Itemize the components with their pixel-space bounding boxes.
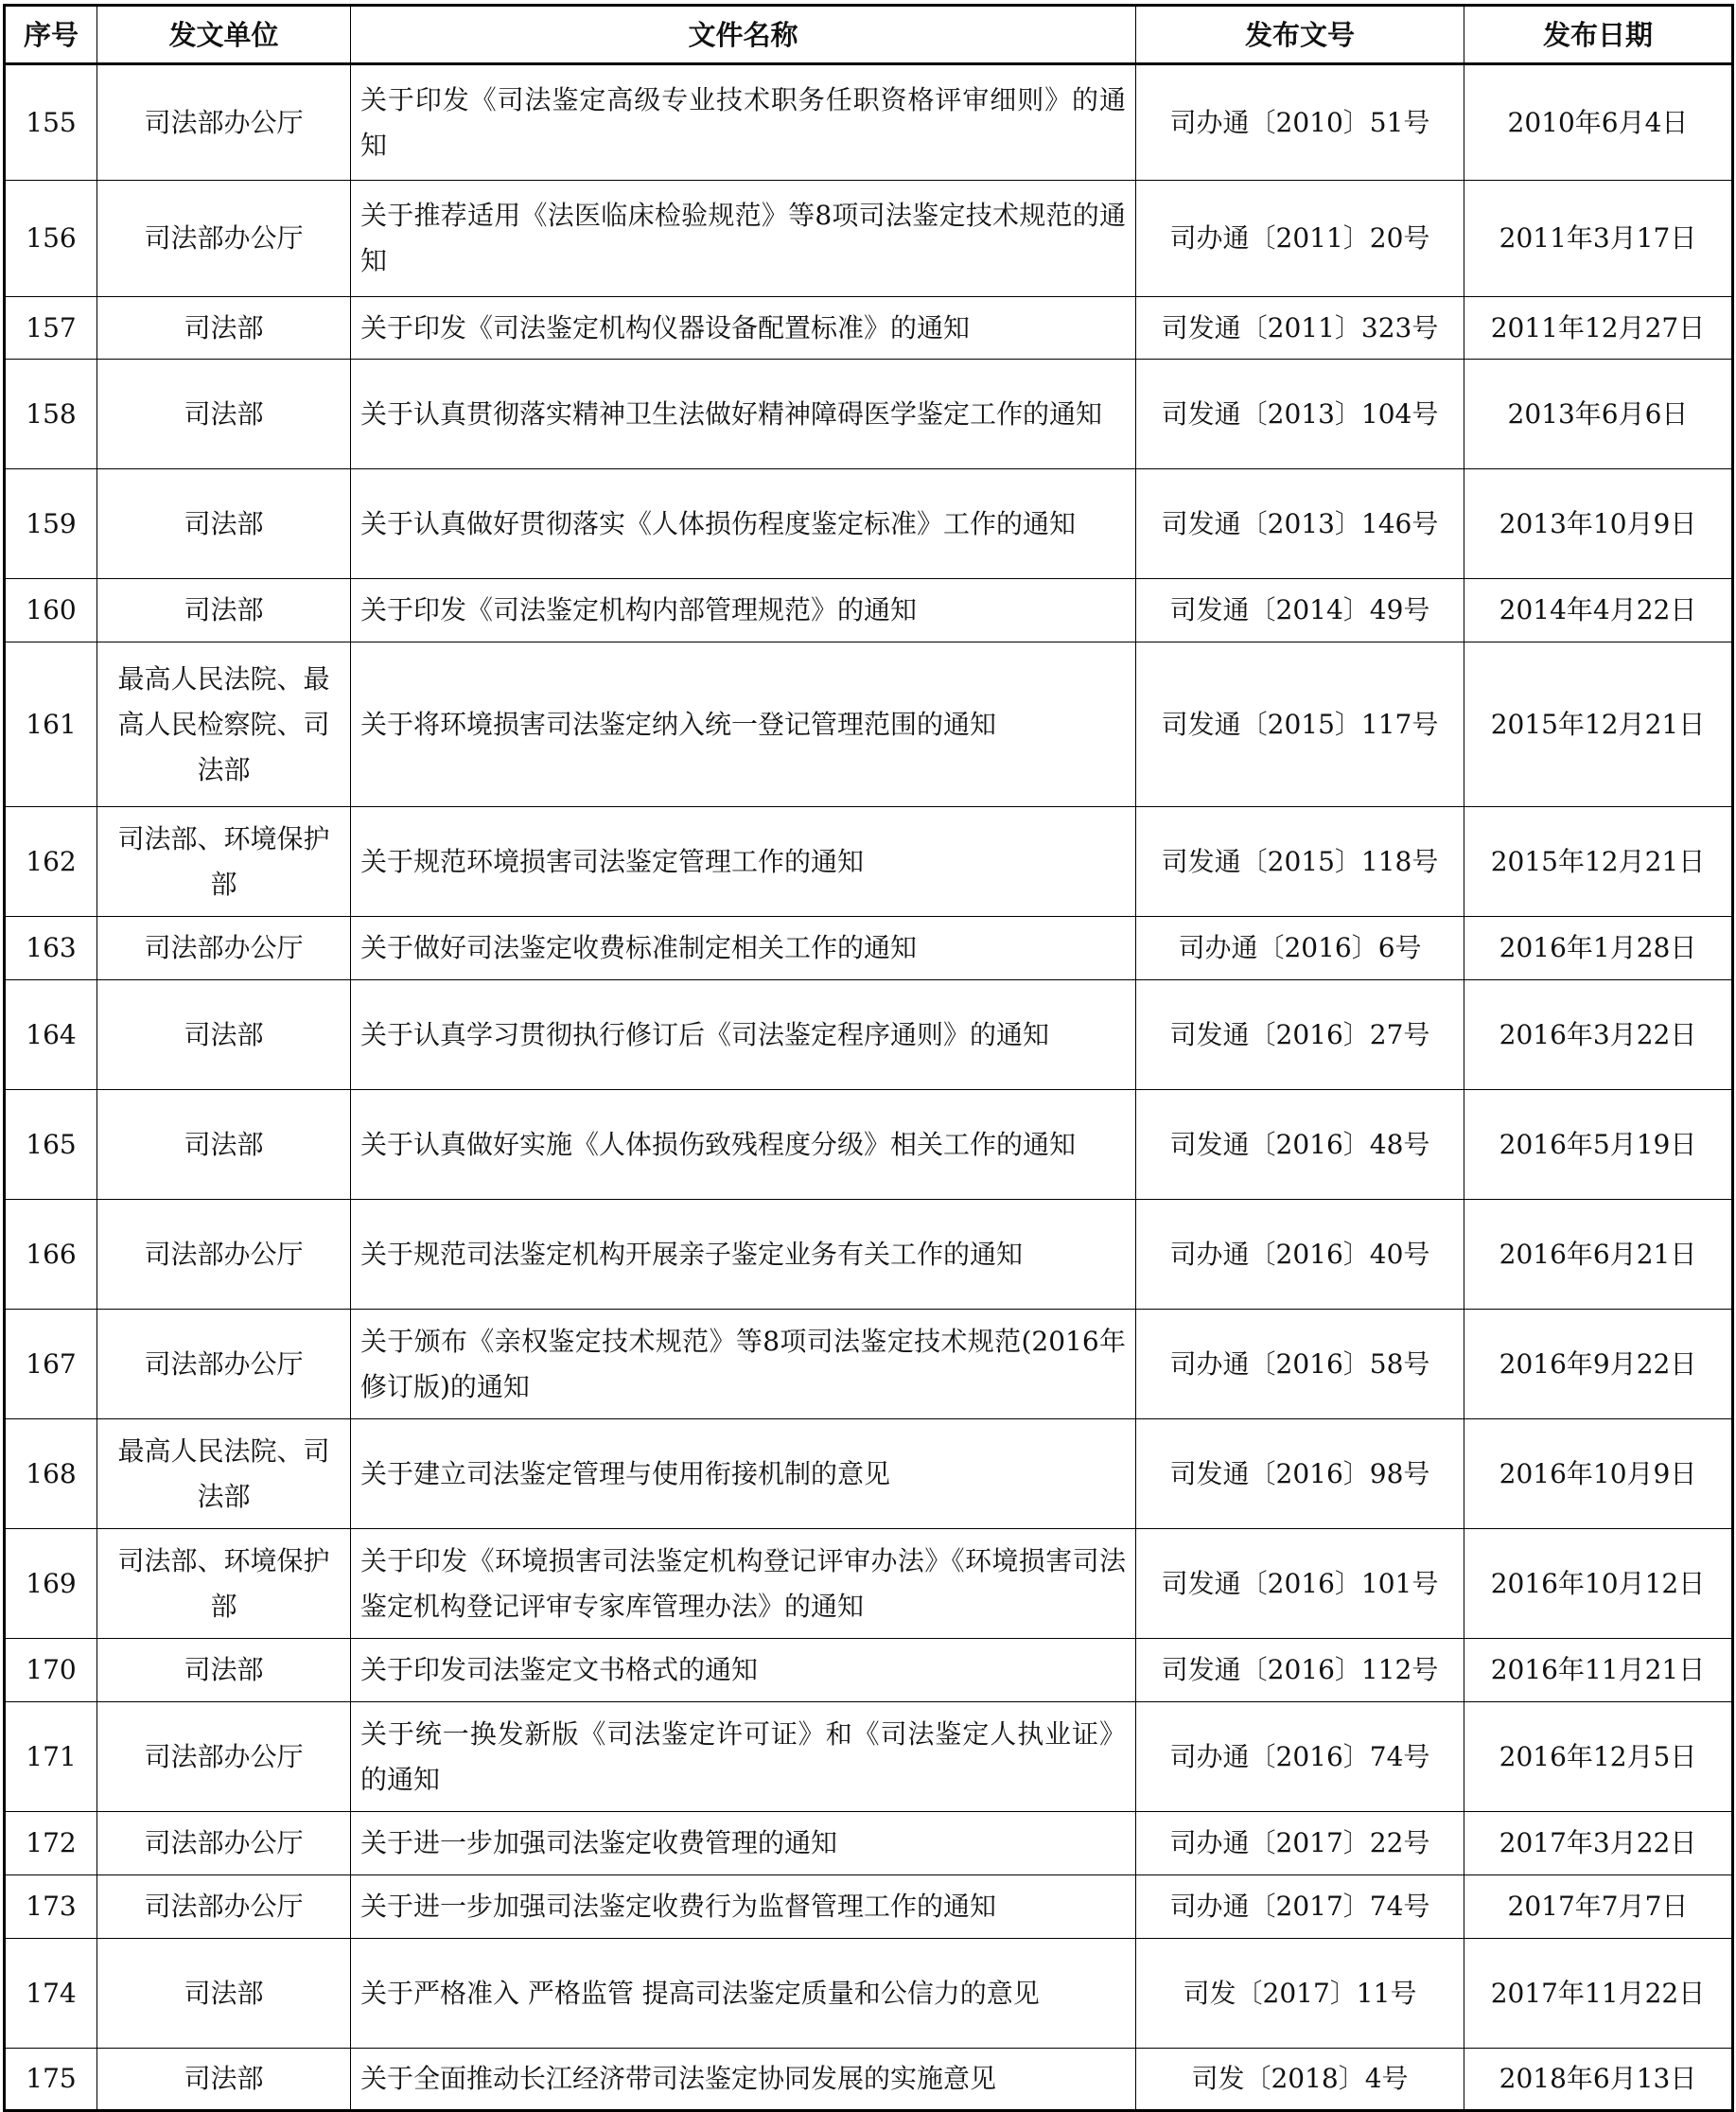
row-date: 2016年11月21日 bbox=[1464, 1639, 1733, 1702]
row-no: 172 bbox=[5, 1812, 97, 1875]
row-title bbox=[351, 1200, 1136, 1310]
row-title bbox=[351, 579, 1136, 642]
row-title bbox=[351, 360, 1136, 469]
row-issuer: 司法部办公厅 bbox=[97, 1702, 351, 1812]
row-no: 156 bbox=[5, 181, 97, 297]
row-doc-no: 司办通〔2016〕58号 bbox=[1136, 1310, 1464, 1419]
row-no: 167 bbox=[5, 1310, 97, 1419]
row-title bbox=[351, 1310, 1136, 1419]
row-date: 2016年3月22日 bbox=[1464, 980, 1733, 1090]
row-doc-no: 司发通〔2016〕48号 bbox=[1136, 1090, 1464, 1200]
row-title-text: 关于认真学习贯彻执行修订后《司法鉴定程序通则》的通知 bbox=[360, 1018, 1050, 1050]
header-no: 序号 bbox=[5, 6, 97, 64]
table-row bbox=[5, 1419, 1733, 1529]
row-title-text: 关于严格准入 严格监管 提高司法鉴定质量和公信力的意见 bbox=[360, 1977, 1040, 2009]
row-title-text: 关于统一换发新版《司法鉴定许可证》和《司法鉴定人执业证》的通知 bbox=[360, 1717, 1126, 1795]
row-date: 2015年12月21日 bbox=[1464, 642, 1733, 807]
row-no: 175 bbox=[5, 2049, 97, 2111]
row-no: 163 bbox=[5, 917, 97, 980]
header-date: 发布日期 bbox=[1464, 6, 1733, 64]
table-row bbox=[5, 1529, 1733, 1639]
row-no: 173 bbox=[5, 1875, 97, 1939]
row-no: 169 bbox=[5, 1529, 97, 1639]
row-no: 158 bbox=[5, 360, 97, 469]
row-doc-no: 司发通〔2015〕118号 bbox=[1136, 807, 1464, 917]
row-doc-no: 司发通〔2016〕101号 bbox=[1136, 1529, 1464, 1639]
row-date: 2011年12月27日 bbox=[1464, 297, 1733, 360]
row-title bbox=[351, 2049, 1136, 2111]
row-no: 161 bbox=[5, 642, 97, 807]
row-issuer: 司法部 bbox=[97, 469, 351, 579]
row-title bbox=[351, 1702, 1136, 1812]
row-issuer: 司法部办公厅 bbox=[97, 181, 351, 297]
row-issuer: 司法部办公厅 bbox=[97, 1200, 351, 1310]
row-title bbox=[351, 917, 1136, 980]
row-issuer: 司法部、环境保护部 bbox=[97, 807, 351, 917]
row-issuer: 最高人民法院、司法部 bbox=[97, 1419, 351, 1529]
row-title bbox=[351, 1639, 1136, 1702]
table-row bbox=[5, 1812, 1733, 1875]
table-row bbox=[5, 1875, 1733, 1939]
row-title-text: 关于印发司法鉴定文书格式的通知 bbox=[360, 1654, 759, 1685]
row-no: 174 bbox=[5, 1939, 97, 2049]
row-title-text: 关于印发《司法鉴定机构仪器设备配置标准》的通知 bbox=[360, 311, 971, 343]
row-title bbox=[351, 1875, 1136, 1939]
table-row bbox=[5, 980, 1733, 1090]
row-date: 2016年6月21日 bbox=[1464, 1200, 1733, 1310]
table-row bbox=[5, 297, 1733, 360]
row-title-text: 关于做好司法鉴定收费标准制定相关工作的通知 bbox=[360, 932, 918, 963]
row-no: 166 bbox=[5, 1200, 97, 1310]
row-doc-no: 司办通〔2016〕40号 bbox=[1136, 1200, 1464, 1310]
row-title-text: 关于建立司法鉴定管理与使用衔接机制的意见 bbox=[360, 1457, 891, 1489]
row-title-text: 关于规范环境损害司法鉴定管理工作的通知 bbox=[360, 845, 865, 877]
row-doc-no: 司办通〔2017〕22号 bbox=[1136, 1812, 1464, 1875]
row-title-text: 关于进一步加强司法鉴定收费管理的通知 bbox=[360, 1827, 838, 1858]
row-title bbox=[351, 807, 1136, 917]
row-title bbox=[351, 1090, 1136, 1200]
row-date: 2016年10月12日 bbox=[1464, 1529, 1733, 1639]
row-no: 162 bbox=[5, 807, 97, 917]
table-row bbox=[5, 807, 1733, 917]
table-row bbox=[5, 1200, 1733, 1310]
row-doc-no: 司办通〔2016〕74号 bbox=[1136, 1702, 1464, 1812]
row-title-text: 关于推荐适用《法医临床检验规范》等8项司法鉴定技术规范的通知 bbox=[360, 200, 1126, 276]
table-row bbox=[5, 1090, 1733, 1200]
row-date: 2016年9月22日 bbox=[1464, 1310, 1733, 1419]
row-no: 159 bbox=[5, 469, 97, 579]
row-title-text: 关于认真做好实施《人体损伤致残程度分级》相关工作的通知 bbox=[360, 1128, 1077, 1160]
row-title-text: 关于颁布《亲权鉴定技术规范》等8项司法鉴定技术规范(2016年修订版)的通知 bbox=[360, 1325, 1126, 1402]
header-row bbox=[5, 6, 1733, 64]
row-title bbox=[351, 980, 1136, 1090]
row-issuer: 司法部 bbox=[97, 1639, 351, 1702]
row-no: 165 bbox=[5, 1090, 97, 1200]
row-issuer: 司法部办公厅 bbox=[97, 64, 351, 181]
table-row bbox=[5, 1639, 1733, 1702]
row-no: 157 bbox=[5, 297, 97, 360]
row-date: 2016年5月19日 bbox=[1464, 1090, 1733, 1200]
row-no: 168 bbox=[5, 1419, 97, 1529]
row-doc-no: 司办通〔2016〕6号 bbox=[1136, 917, 1464, 980]
row-title bbox=[351, 1419, 1136, 1529]
row-date: 2016年12月5日 bbox=[1464, 1702, 1733, 1812]
row-no: 160 bbox=[5, 579, 97, 642]
row-title bbox=[351, 469, 1136, 579]
row-doc-no: 司办通〔2011〕20号 bbox=[1136, 181, 1464, 297]
row-doc-no: 司发通〔2016〕98号 bbox=[1136, 1419, 1464, 1529]
regulation-table bbox=[3, 4, 1734, 2112]
row-date: 2011年3月17日 bbox=[1464, 181, 1733, 297]
row-doc-no: 司发通〔2011〕323号 bbox=[1136, 297, 1464, 360]
table-row bbox=[5, 917, 1733, 980]
table-row bbox=[5, 469, 1733, 579]
row-date: 2016年1月28日 bbox=[1464, 917, 1733, 980]
row-doc-no: 司发通〔2016〕112号 bbox=[1136, 1639, 1464, 1702]
row-doc-no: 司发〔2017〕11号 bbox=[1136, 1939, 1464, 2049]
row-issuer: 司法部办公厅 bbox=[97, 1875, 351, 1939]
row-title-text: 关于印发《环境损害司法鉴定机构登记评审办法》《环境损害司法鉴定机构登记评审专家库管理办法》的通知 bbox=[360, 1544, 1126, 1622]
row-title-text: 关于认真贯彻落实精神卫生法做好精神障碍医学鉴定工作的通知 bbox=[360, 397, 1103, 430]
table-row bbox=[5, 1702, 1733, 1812]
row-doc-no: 司发通〔2013〕104号 bbox=[1136, 360, 1464, 469]
row-issuer: 司法部 bbox=[97, 980, 351, 1090]
row-no: 171 bbox=[5, 1702, 97, 1812]
table-row bbox=[5, 360, 1733, 469]
row-date: 2016年10月9日 bbox=[1464, 1419, 1733, 1529]
row-issuer: 司法部、环境保护部 bbox=[97, 1529, 351, 1639]
row-title-text: 关于全面推动长江经济带司法鉴定协同发展的实施意见 bbox=[360, 2063, 997, 2094]
table-row bbox=[5, 642, 1733, 807]
row-title bbox=[351, 642, 1136, 807]
row-title bbox=[351, 1529, 1136, 1639]
row-doc-no: 司发〔2018〕4号 bbox=[1136, 2049, 1464, 2111]
row-issuer: 司法部 bbox=[97, 579, 351, 642]
row-title-text: 关于将环境损害司法鉴定纳入统一登记管理范围的通知 bbox=[360, 708, 997, 740]
row-date: 2010年6月4日 bbox=[1464, 64, 1733, 181]
row-issuer: 司法部 bbox=[97, 297, 351, 360]
header-issuer: 发文单位 bbox=[97, 6, 351, 64]
row-date: 2013年10月9日 bbox=[1464, 469, 1733, 579]
row-doc-no: 司办通〔2017〕74号 bbox=[1136, 1875, 1464, 1939]
row-date: 2015年12月21日 bbox=[1464, 807, 1733, 917]
row-title bbox=[351, 1812, 1136, 1875]
table-row bbox=[5, 64, 1733, 181]
row-date: 2018年6月13日 bbox=[1464, 2049, 1733, 2111]
row-issuer: 司法部办公厅 bbox=[97, 1812, 351, 1875]
row-doc-no: 司办通〔2010〕51号 bbox=[1136, 64, 1464, 181]
table-row bbox=[5, 1310, 1733, 1419]
row-date: 2014年4月22日 bbox=[1464, 579, 1733, 642]
row-issuer: 司法部 bbox=[97, 360, 351, 469]
row-date: 2017年11月22日 bbox=[1464, 1939, 1733, 2049]
row-issuer: 司法部办公厅 bbox=[97, 1310, 351, 1419]
row-issuer: 司法部 bbox=[97, 1939, 351, 2049]
row-issuer: 司法部 bbox=[97, 1090, 351, 1200]
row-doc-no: 司发通〔2015〕117号 bbox=[1136, 642, 1464, 807]
row-no: 155 bbox=[5, 64, 97, 181]
table-row bbox=[5, 2049, 1733, 2111]
row-issuer: 司法部办公厅 bbox=[97, 917, 351, 980]
row-issuer: 司法部 bbox=[97, 2049, 351, 2111]
row-date: 2017年7月7日 bbox=[1464, 1875, 1733, 1939]
row-title bbox=[351, 297, 1136, 360]
row-title bbox=[351, 64, 1136, 181]
row-doc-no: 司发通〔2016〕27号 bbox=[1136, 980, 1464, 1090]
table-row bbox=[5, 181, 1733, 297]
row-title-text: 关于印发《司法鉴定机构内部管理规范》的通知 bbox=[360, 594, 918, 625]
table-row bbox=[5, 1939, 1733, 2049]
row-title-text: 关于规范司法鉴定机构开展亲子鉴定业务有关工作的通知 bbox=[360, 1238, 1024, 1270]
row-title bbox=[351, 1939, 1136, 2049]
document-page bbox=[3, 4, 1731, 2112]
row-title-text: 关于认真做好贯彻落实《人体损伤程度鉴定标准》工作的通知 bbox=[360, 507, 1077, 539]
row-doc-no: 司发通〔2014〕49号 bbox=[1136, 579, 1464, 642]
row-title-text: 关于印发《司法鉴定高级专业技术职务任职资格评审细则》的通知 bbox=[360, 83, 1126, 161]
table-row bbox=[5, 579, 1733, 642]
row-date: 2017年3月22日 bbox=[1464, 1812, 1733, 1875]
row-doc-no: 司发通〔2013〕146号 bbox=[1136, 469, 1464, 579]
header-title: 文件名称 bbox=[351, 6, 1136, 64]
row-no: 170 bbox=[5, 1639, 97, 1702]
row-title bbox=[351, 181, 1136, 297]
row-title-text: 关于进一步加强司法鉴定收费行为监督管理工作的通知 bbox=[360, 1891, 997, 1922]
row-issuer: 最高人民法院、最高人民检察院、司法部 bbox=[97, 642, 351, 807]
header-doc-no: 发布文号 bbox=[1136, 6, 1464, 64]
row-no: 164 bbox=[5, 980, 97, 1090]
row-date: 2013年6月6日 bbox=[1464, 360, 1733, 469]
